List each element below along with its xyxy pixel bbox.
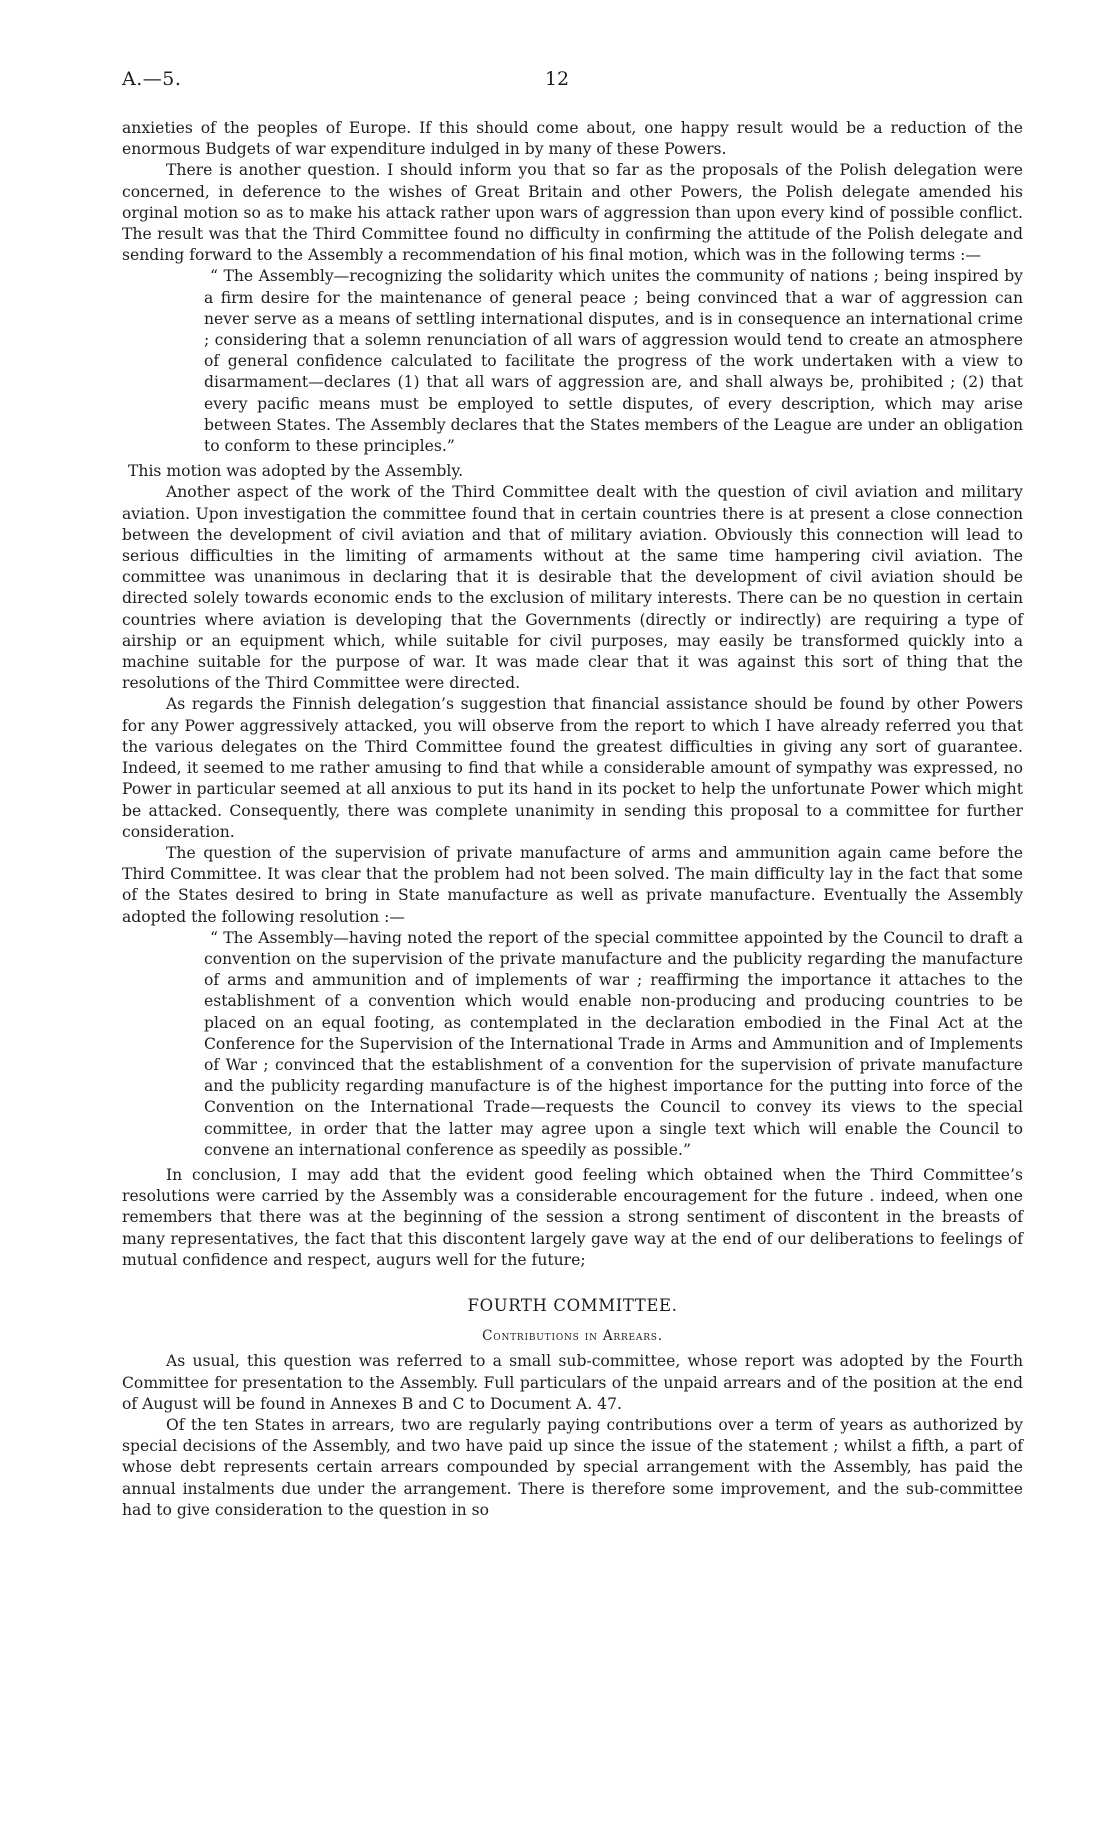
paragraph: Another aspect of the work of the Third Committee dealt with the question of civil aviation and military aviation. Upon investigation the committee found that in certain countries there is at present a close connection between the development of civil aviation and that of military aviation. Obviously this connection will lead to serious difficulties in the limiting of armaments without at the same time hampering civil aviation. The committee was unanimous in declaring that it is desirable that the development of civil aviation should be directed solely towards economic ends to the exclusion of military interests. There can be no question in certain countries where aviation is developing that the Governments (directly or indirectly) are requiring a type of airship or an equipment which, while suitable for civil purposes, may easily be transformed quickly into a machine suitable for the purpose of war. It was made clear that it was against this sort of thing that the resolutions of the Third Committee were directed. (122, 483, 1023, 693)
document-reference: A.—5. (122, 68, 182, 90)
paragraph: anxieties of the peoples of Europe. If this should come about, one happy result would be a reduction of the enormous Budgets of war expenditure indulged in by many of these Powers. (122, 119, 1023, 159)
section-heading: FOURTH COMMITTEE. (467, 1295, 678, 1315)
paragraph: Of the ten States in arrears, two are regularly paying contributions over a term of years as authorized by special decisions of the Assembly, and two have paid up since the issue of the statement ; whilst a fifth, a part of whose debt represents certain arrears compounded by special arrangement with the Assembly, has paid the annual instalments due under the arrangement. There is therefore some improvement, and the sub-committee had to give consideration to the question in so (122, 1415, 1023, 1519)
body-text (122, 118, 1023, 1521)
paragraph: As regards the Finnish delegation’s suggestion that financial assistance should be found by other Powers for any Power aggressively attacked, you will observe from the report to which I have already referred you that the various delegates on the Third Committee found the greatest difficulties in giving any sort of guarantee. Indeed, it seemed to me rather amusing to find that while a considerable amount of sympathy was expressed, no Power in particular seemed at all anxious to put its hand in its pocket to help the unfortunate Power which might be attacked. Consequently, there was complete unanimity in sending this proposal to a committee for further consideration. (122, 695, 1023, 841)
block-quote: “ The Assembly—having noted the report of the special committee appointed by the Council to draft a convention on the supervision of the private manufacture and the publicity regarding the manufacture of arms and ammunition and of implements of war ; reaffirming the importance it attaches to the establishment of a convention which would enable non-producing and producing countries to be placed on an equal footing, as contemplated in the declaration embodied in the Final Act at the Conference for the Supervision of the International Trade in Arms and Ammunition and of Implements of War ; convinced that the establishment of a convention for the supervision of private manufacture and the publicity regarding manufacture is of the highest importance for the putting into force of the Convention on the International Trade—requests the Council to convey its views to the special committee, in order that the latter may agree upon a single text which will enable the Council to convene an international conference as speedily as possible.” (204, 928, 1023, 1159)
section-subheading: Contributions in Arrears. (482, 1328, 663, 1345)
paragraph: In conclusion, I may add that the evident good feeling which obtained when the Third Committee’s resolutions were carried by the Assembly was a considerable encouragement for the future . indeed, when one remembers that there was at the beginning of the session a strong sentiment of discontent in the breasts of many representatives, the fact that this discontent largely gave way at the end of our deliberations to feelings of mutual confidence and respect, augurs well for the future; (122, 1165, 1023, 1269)
paragraph: The question of the supervision of private manufacture of arms and ammunition again came before the Third Committee. It was clear that the problem had not been solved. The main difficulty lay in the fact that some of the States desired to bring in State manufacture as well as private manufacture. Eventually the Assembly adopted the following resolution :— (122, 843, 1023, 926)
paragraph: There is another question. I should inform you that so far as the proposals of the Polish delegation were concerned, in deference to the wishes of Great Britain and other Powers, the Polish delegate amended his orginal motion so as to make his attack rather upon wars of aggression than upon every kind of possible conflict. The result was that the Third Committee found no difficulty in confirming the attitude of the Polish delegate and sending forward to the Assembly a recommendation of his final motion, which was in the following terms :— (122, 161, 1023, 265)
paragraph: This motion was adopted by the Assembly. (128, 462, 464, 481)
paragraph: As usual, this question was referred to a small sub-committee, whose report was adopted by the Fourth Committee for presentation to the Assembly. Full particulars of the unpaid arrears and of the position at the end of August will be found in Annexes B and C to Document A. 47. (122, 1352, 1023, 1413)
block-quote: “ The Assembly—recognizing the solidarity which unites the community of nations ; being inspired by a firm desire for the maintenance of general peace ; being convinced that a war of aggression can never serve as a means of settling international disputes, and is in consequence an international crime ; considering that a solemn renunciation of all wars of aggression would tend to create an atmosphere of general confidence calculated to facilitate the progress of the work undertaken with a view to disarmament—declares (1) that all wars of aggression are, and shall always be, prohibited ; (2) that every pacific means must be employed to settle disputes, of every description, which may arise between States. The Assembly declares that the States members of the League are under an obligation to conform to these principles.” (204, 267, 1023, 456)
page-number: 12 (544, 68, 570, 90)
